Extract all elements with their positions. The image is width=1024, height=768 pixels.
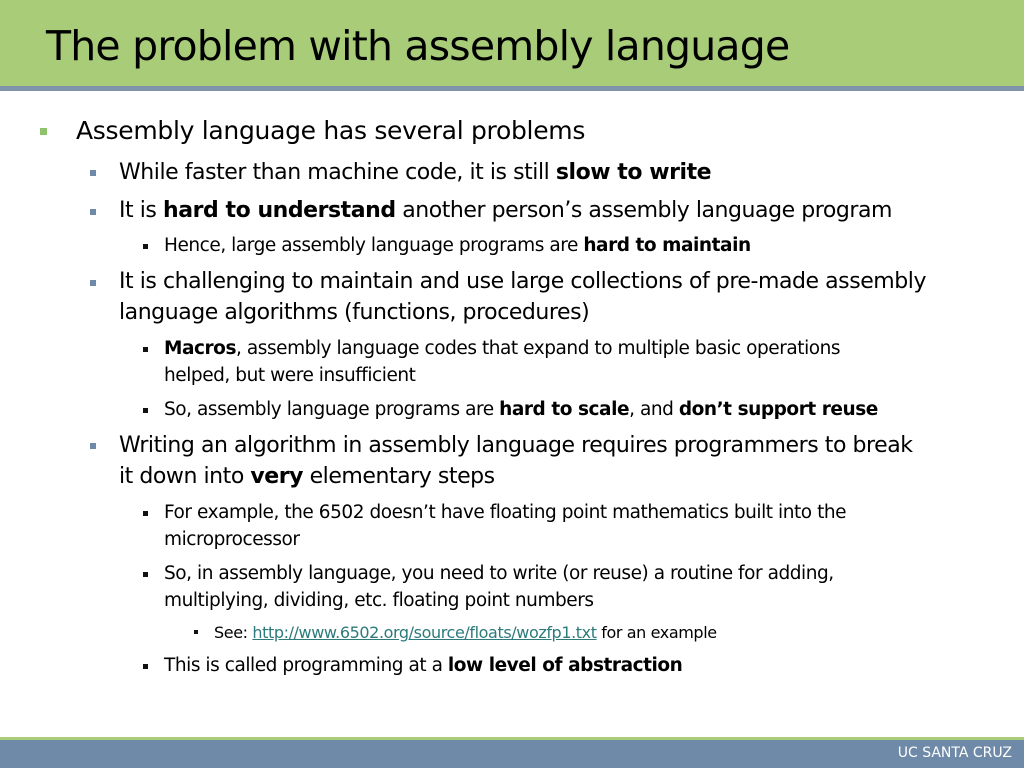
bullet-level3-continuation: helped, but were insufficient <box>164 365 416 386</box>
bullet-square-icon <box>143 347 148 352</box>
bullet-level3-continuation: multiplying, dividing, etc. floating point numbers <box>164 590 594 611</box>
bullet-square-icon <box>143 664 148 669</box>
bullet-square-icon <box>90 280 96 286</box>
bullet-square-icon <box>143 408 148 413</box>
wozfp1-link[interactable]: http://www.6502.org/source/floats/wozfp1.txt <box>252 623 597 642</box>
bullet-square-icon <box>90 209 96 215</box>
bullet-square-icon <box>90 443 96 449</box>
slide-title: The problem with assembly language <box>46 22 790 70</box>
bullet-level2: Writing an algorithm in assembly language requires programmers to break <box>119 433 913 458</box>
bullet-level2: It is challenging to maintain and use large collections of pre-made assembly <box>119 269 927 294</box>
footer-bar <box>0 740 1024 768</box>
bullet-square-icon <box>194 630 198 634</box>
footer-label: UC SANTA CRUZ <box>897 745 1012 761</box>
title-divider <box>0 86 1024 91</box>
bullet-level3: So, assembly language programs are hard to scale, and don’t support reuse <box>164 399 878 420</box>
bullet-square-icon <box>40 128 47 135</box>
bullet-square-icon <box>143 511 148 516</box>
bullet-level2: While faster than machine code, it is still slow to write <box>119 160 712 185</box>
bullet-square-icon <box>143 244 148 249</box>
bullet-level3: Hence, large assembly language programs are hard to maintain <box>164 235 751 256</box>
bullet-square-icon <box>143 572 148 577</box>
bullet-level3: This is called programming at a low level of abstraction <box>164 655 683 676</box>
bullet-level2-continuation: language algorithms (functions, procedures) <box>119 300 590 325</box>
bullet-level3: For example, the 6502 doesn’t have floating point mathematics built into the <box>164 502 847 523</box>
bullet-level1: Assembly language has several problems <box>76 116 586 145</box>
bullet-level2: It is hard to understand another person’s assembly language program <box>119 198 892 223</box>
bullet-square-icon <box>90 170 96 176</box>
bullet-level4: See: http://www.6502.org/source/floats/wozfp1.txt for an example <box>214 623 717 642</box>
bullet-level3: So, in assembly language, you need to write (or reuse) a routine for adding, <box>164 563 834 584</box>
bullet-level3: Macros, assembly language codes that expand to multiple basic operations <box>164 338 841 359</box>
bullet-level2-continuation: it down into very elementary steps <box>119 464 495 489</box>
bullet-level3-continuation: microprocessor <box>164 529 300 550</box>
